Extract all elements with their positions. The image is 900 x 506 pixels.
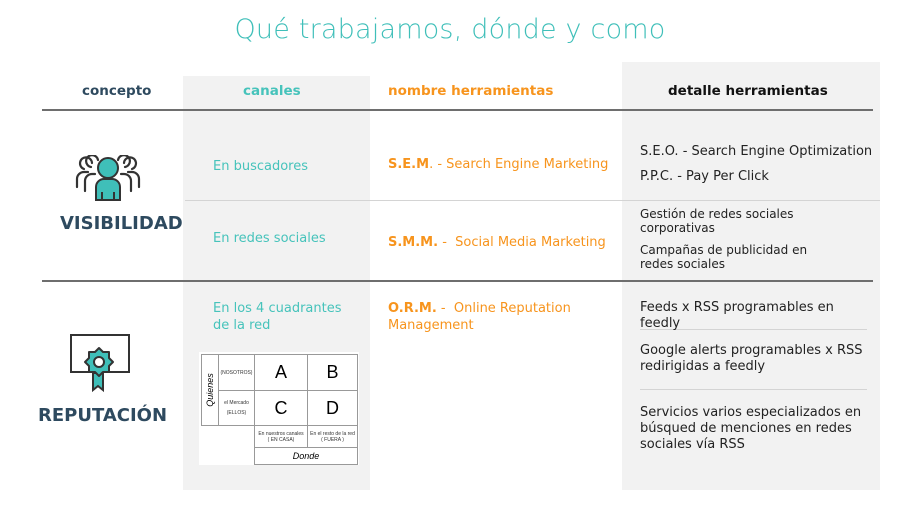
tool-abbr: O.R.M. bbox=[388, 301, 437, 316]
header-detalle-herramientas: detalle herramientas bbox=[668, 83, 828, 99]
people-group-icon bbox=[74, 155, 142, 201]
tool-orm bbox=[388, 300, 588, 334]
concept-visibilidad: VISIBILIDAD bbox=[60, 213, 183, 234]
axis-y-label: Quienes bbox=[205, 373, 215, 407]
col-sublabel: En nuestros canales bbox=[258, 430, 304, 437]
col-label: ( FUERA ) bbox=[321, 436, 344, 443]
tool-name: - Social Media Marketing bbox=[438, 235, 606, 250]
tool-sem bbox=[388, 157, 608, 172]
tool-name: - Online Reputation Management bbox=[388, 301, 575, 333]
canal-cuadrantes: En los 4 cuadrantes de la red bbox=[213, 301, 342, 333]
page-title: Qué trabajamos, dónde y como bbox=[234, 14, 666, 45]
header-canales: canales bbox=[243, 83, 301, 99]
tool-smm bbox=[388, 235, 606, 250]
header-concepto: concepto bbox=[82, 83, 152, 99]
cell-d: D bbox=[307, 390, 358, 426]
row-label: (NOSOTROS) bbox=[220, 369, 253, 376]
canal-buscadores: En buscadores bbox=[213, 159, 308, 174]
detail-item: Gestión de redes sociales corporativas bbox=[640, 207, 794, 235]
col-sublabel: En el resto de la red bbox=[310, 430, 355, 437]
row-label: (ELLOS) bbox=[226, 410, 247, 416]
tool-abbr: S.M.M. bbox=[388, 235, 439, 250]
tool-name: . - Search Engine Marketing bbox=[429, 157, 609, 172]
detail-item: S.E.O. - Search Engine Optimization bbox=[640, 144, 873, 159]
cell-a: A bbox=[254, 354, 308, 391]
tool-abbr: S.E.M bbox=[388, 157, 430, 172]
row-divider bbox=[185, 200, 880, 201]
detail-divider bbox=[640, 389, 867, 390]
row-label-ellos bbox=[218, 390, 255, 426]
detail-item: Google alerts programables x RSS redirigidas a feedly bbox=[640, 343, 863, 374]
quadrant-diagram bbox=[199, 352, 359, 465]
cell-b: B bbox=[307, 354, 358, 391]
canal-redes-sociales: En redes sociales bbox=[213, 231, 326, 246]
section-divider bbox=[42, 280, 873, 282]
detail-item: Feeds x RSS programables en feedly bbox=[640, 300, 834, 331]
col-label-fuera bbox=[307, 425, 358, 448]
axis-donde: Donde bbox=[254, 447, 358, 465]
axis-quienes bbox=[201, 354, 219, 426]
detail-item: Servicios varios especializados en búsqued de menciones en redes sociales vía RSS bbox=[640, 405, 862, 452]
col-label-en-casa bbox=[254, 425, 308, 448]
header-divider bbox=[42, 109, 873, 111]
row-sublabel: el Mercado bbox=[224, 400, 249, 406]
detail-item: P.P.C. - Pay Per Click bbox=[640, 169, 769, 184]
concept-reputacion: REPUTACIÓN bbox=[38, 405, 168, 426]
col-label: ( EN CASA) bbox=[267, 436, 295, 443]
cell-c: C bbox=[254, 390, 308, 426]
certificate-ribbon-icon bbox=[70, 333, 130, 393]
detail-item: Campañas de publicidad en redes sociales bbox=[640, 243, 808, 271]
row-label-nosotros bbox=[218, 354, 255, 391]
header-nombre-herramientas: nombre herramientas bbox=[388, 83, 554, 99]
